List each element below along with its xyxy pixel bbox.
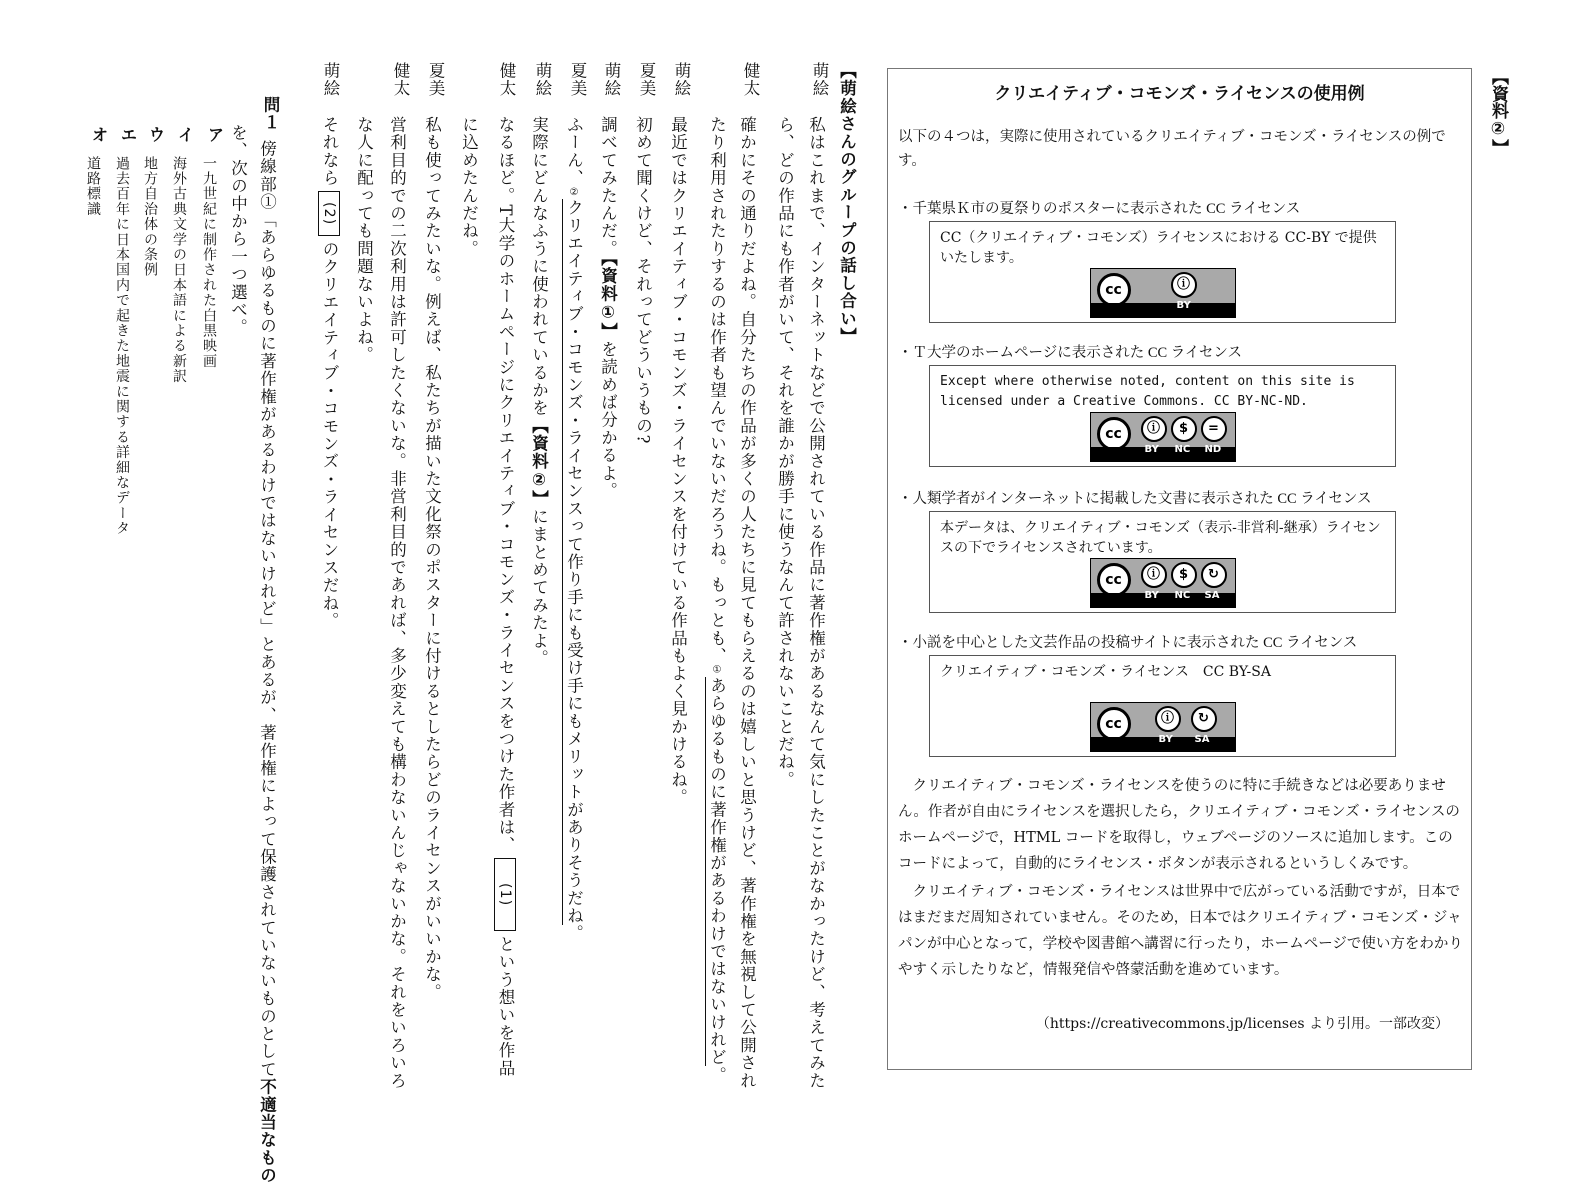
attribution-icon: ⓘ: [1171, 272, 1197, 298]
badge-label: ND: [1204, 444, 1222, 455]
option-key: エ: [118, 126, 137, 144]
speaker-label: 萌絵: [672, 62, 691, 97]
panel-intro: 以下の４つは，実際に使用されているクリエイティブ・コモンズ・ライセンスの例です。: [898, 129, 1446, 169]
example-heading: ・人類学者がインターネットに掲載した文書に表示された CC ライセンス: [898, 491, 1372, 507]
speaker-label: 健太: [741, 62, 760, 97]
option-text: 道路標識: [85, 156, 101, 217]
badge-label: NC: [1174, 444, 1191, 455]
attribution-icon: ⓘ: [1141, 416, 1167, 442]
speaker-label: 健太: [391, 62, 410, 97]
option-key: イ: [175, 126, 194, 144]
badge-label: BY: [1144, 444, 1159, 455]
cc-by-nc-nd-badge: [1090, 412, 1236, 462]
dialogue-line: 私も使ってみたいな。例えば、私たちが描いた文化祭のポスターに付けるとしたらどのライセンスがいいかな。: [422, 116, 442, 1001]
cc-icon: cc: [1097, 273, 1131, 307]
example-box: [929, 511, 1396, 613]
panel-paragraph: クリエイティブ・コモンズ・ライセンスを使うのに特に手続きなどは必要ありません。作者が自由にライセンスを選択したら，クリエイティブ・コモンズ・ライセンスのホームページで，HTML コードを取得し，ウェブページのソースに追加します。このコードによって，自動的にライセンス・ボタンが表示されるというしくみです。: [898, 778, 1460, 872]
option-text: 地方自治体の条例: [142, 156, 158, 278]
citation: （https://creativecommons.jp/licenses より引用。一部改変）: [1035, 1016, 1449, 1032]
option-key: ア: [205, 126, 224, 144]
sharealike-icon: ↻: [1201, 562, 1227, 588]
question-text-cont: を、次の中から一つ選べ。: [228, 124, 248, 337]
example-heading: ・Ｔ大学のホームページに表示された CC ライセンス: [898, 345, 1242, 361]
material-label: 【資料②】: [1488, 68, 1508, 156]
sharealike-icon: ↻: [1191, 706, 1217, 732]
underline-mark-1: ①: [711, 664, 723, 677]
badge-label: BY: [1158, 734, 1173, 745]
noncommercial-icon: $: [1171, 416, 1197, 442]
badge-label: SA: [1194, 734, 1210, 745]
badge-label: SA: [1204, 590, 1220, 601]
dialogue-line: 調べてみたんだ。【資料①】を読めば分かるよ。: [598, 116, 618, 500]
dialogue-line-cont: ら、どの作品にも作者がいて、それを誰かが勝手に使うなんて許されないことだね。: [775, 116, 795, 789]
attribution-icon: ⓘ: [1155, 706, 1181, 732]
noncommercial-icon: $: [1171, 562, 1197, 588]
panel-paragraph: クリエイティブ・コモンズ・ライセンスは世界中で広がっている活動ですが，日本ではまだまだ周知されていません。そのため，日本ではクリエイティブ・コモンズ・ジャパンが中心となって，学校や図書館へ講習に行ったり，ホームページで使い方をわかりやすく示したりなど，情報発信や啓蒙活動を進めています。: [898, 884, 1463, 978]
answer-blank-2: (2): [318, 191, 340, 236]
question-label: 問１: [261, 96, 280, 131]
cc-by-nc-sa-badge: [1090, 558, 1236, 608]
badge-label: BY: [1176, 300, 1191, 311]
underlined-phrase-2: クリエイティブ・コモンズ・ライセンスって作り手にも受け手にもメリットがありそうだね: [562, 199, 584, 925]
speaker-label: 萌絵: [533, 62, 552, 97]
option-text: 海外古典文学の日本語による新訳: [171, 156, 187, 384]
underline-mark-2: ②: [568, 186, 580, 200]
badge-label: BY: [1144, 590, 1159, 601]
example-box-text: Except where otherwise noted, content on this site is licensed under a Creative Commons. CC BY-NC-ND.: [940, 374, 1355, 409]
speaker-label: 夏美: [637, 62, 656, 97]
speaker-label: 萌絵: [321, 62, 340, 97]
dialogue-line-cont: な人に配っても問題ないよね。: [354, 116, 374, 364]
speaker-label: 夏美: [426, 62, 445, 97]
dialogue-line-cont: たり利用されたりするのは作者も望んでいないだろうね。もっとも、①あらゆるものに著作権があるわけではないけれど。: [708, 116, 725, 1084]
badge-label: NC: [1174, 590, 1191, 601]
speaker-label: 萌絵: [810, 62, 829, 97]
cc-icon: cc: [1097, 707, 1131, 741]
option-text: 一九世紀に制作された白黒映画: [201, 156, 217, 369]
dialogue-line-cont: に込めたんだね。: [459, 116, 479, 258]
example-box-text: クリエイティブ・コモンズ・ライセンス CC BY-SA: [940, 664, 1271, 680]
material-panel: [887, 68, 1472, 1070]
speaker-label: 健太: [497, 62, 516, 97]
dialogue-line: 実際にどんなふうに使われているかを【資料②】にまとめてみたよ。: [529, 116, 549, 668]
cc-by-badge: [1090, 268, 1236, 318]
underlined-phrase-1: あらゆるものに著作権があるわけではないけれど: [705, 677, 727, 1066]
option-text: 過去百年に日本国内で起きた地震に関する詳細なデータ: [114, 156, 130, 536]
dialogue-line: 私はこれまで、インターネットなどで公開されている作品に著作権があるなんて気にしたことがなかったけど、考えてみた: [806, 116, 826, 1090]
example-box: [929, 221, 1396, 323]
option-key: ウ: [146, 126, 165, 144]
dialogue-line: なるほど。T大学のホームページにクリエイティブ・コモンズ・ライセンスをつけた作者は、(1)という想いを作品: [496, 116, 515, 1077]
attribution-icon: ⓘ: [1141, 562, 1167, 588]
example-box: [929, 365, 1396, 467]
cc-by-sa-badge: [1090, 702, 1236, 752]
speaker-label: 萌絵: [602, 62, 621, 97]
example-heading: ・千葉県Ｋ市の夏祭りのポスターに表示された CC ライセンス: [898, 201, 1301, 217]
dialogue-heading: 【萌絵さんのグループの話し合い】: [837, 62, 857, 346]
dialogue-line: 最近ではクリエイティブ・コモンズ・ライセンスを付けている作品もよく見かけるね。: [668, 116, 688, 807]
example-box-text: 本データは、クリエイティブ・コモンズ（表示-非営利-継承）ライセンスの下でライセンスされています。: [940, 520, 1381, 556]
cc-icon: cc: [1097, 563, 1131, 597]
example-heading: ・小説を中心とした文芸作品の投稿サイトに表示された CC ライセンス: [898, 635, 1358, 651]
dialogue-line: ふーん、②クリエイティブ・コモンズ・ライセンスって作り手にも受け手にもメリットがありそうだね。: [565, 116, 582, 942]
option-key: オ: [89, 126, 108, 144]
dialogue-line: それなら(2)のクリエイティブ・コモンズ・ライセンスだね。: [320, 116, 339, 630]
answer-blank-1: (1): [494, 858, 516, 931]
example-box-text: CC（クリエイティブ・コモンズ）ライセンスにおける CC-BY で提供いたします。: [940, 230, 1377, 266]
noderivatives-icon: =: [1201, 416, 1227, 442]
cc-icon: cc: [1097, 417, 1131, 451]
panel-title: クリエイティブ・コモンズ・ライセンスの使用例: [994, 84, 1365, 104]
dialogue-line: 営利目的での二次利用は許可したくないな。非営利目的であれば、多少変えても構わないんじゃないかな。それをいろいろ: [387, 116, 407, 1090]
example-box: [929, 655, 1396, 757]
question-text: 傍線部①「あらゆるものに著作権があるわけではないけれど」とあるが、著作権によって保護されていないものとして不適当なもの: [257, 140, 277, 1184]
dialogue-line: 確かにその通りだよね。自分たちの作品が多くの人たちに見てもらえるのは嬉しいと思うけど、著作権を無視して公開され: [737, 116, 757, 1090]
dialogue-line: 初めて聞くけど、それってどういうもの?: [633, 116, 653, 445]
speaker-label: 夏美: [568, 62, 587, 97]
